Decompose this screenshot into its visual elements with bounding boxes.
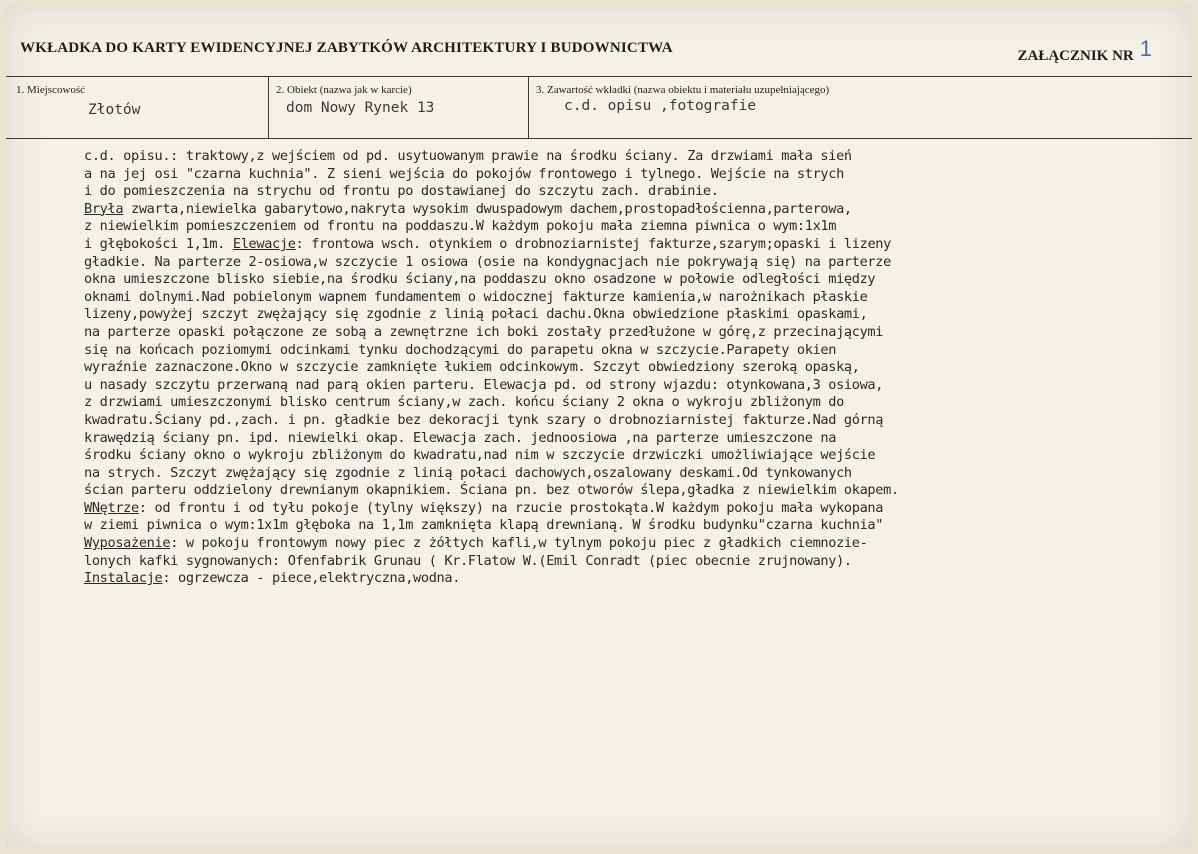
text-line: środku ściany okno o wykroju zbliżonym do kwadratu,nad nim w szczycie drzwiczki umożliwiające wejście — [84, 447, 876, 464]
contents-label: 3. Zawartość wkładki (nazwa obiektu i materiału uzupełniającego) — [536, 84, 830, 96]
section-heading-bryla: Bryła — [84, 200, 124, 217]
text-line: w ziemi piwnica o wym:1x1m głęboka na 1,1m zamknięta klapą drewnianą. W środku budynku"czarna kuchnia" — [84, 517, 884, 534]
text-line: c.d. opisu.: traktowy,z wejściem od pd. usytuowanym prawie na środku ściany. Za drzwiami mała sień — [84, 148, 852, 164]
text-line: krawędzią ściany pn. ipd. niewielki okap. Elewacja zach. jednoosiowa ,na parterze umieszczone na — [84, 429, 837, 446]
text-line: na strych. Szczyt zwężający się zgodnie z linią połaci dachowych,oszalowany deskami.Od tynkowanych — [84, 464, 852, 481]
section-heading-elewacje: Elewacje — [232, 235, 296, 252]
text-line: się na końcach poziomymi odcinkami tynku dochodzącymi do parapetu okna w szczycie.Parapety okien — [84, 341, 837, 358]
text-line: z drzwiami umieszczonymi blisko centrum ściany,w zach. końcu ściany 2 okna o wykroju zbliżonym do — [84, 394, 844, 411]
text-line: gładkie. Na parterze 2-osiowa,w szczycie 1 osiowa (osie na kondygnacjach nie pokrywają się) na parterze — [84, 253, 891, 270]
text-line: oknami dolnymi.Nad pobielonym wapnem fundamentem o widocznej fakturze kamienia,w narożnikach płaskie — [84, 288, 868, 305]
text-line: z niewielkim pomieszczeniem od frontu na poddaszu.W każdym pokoju mała ziemna piwnica o wym:1x1m — [84, 218, 837, 235]
text-line — [84, 500, 1144, 518]
field-separator-2 — [528, 76, 529, 138]
fields-divider — [6, 138, 1192, 139]
text-segment: i głębokości 1,1m. — [84, 235, 233, 252]
text-segment: : od frontu i od tyłu pokoje (tylny większy) na rzucie prostokąta.W każdym pokoju mała wykopana — [138, 499, 884, 516]
section-heading-wnetrze: WNętrze — [84, 499, 139, 516]
object-label: 2. Obiekt (nazwa jak w karcie) — [276, 84, 412, 96]
field-separator-1 — [268, 76, 269, 138]
description-text — [84, 148, 1144, 588]
text-segment: zwarta,niewielka gabarytowo,nakryta wysokim dwuspadowym dachem,prostopadłościenna,parterowa, — [123, 200, 852, 217]
text-line: ścian parteru oddzielony drewnianym okapnikiem. Ściana pn. bez otworów ślepa,gładka z niewielkim okapem. — [84, 482, 899, 499]
inventory-card-insert — [6, 6, 1192, 848]
locality-value: Złotów — [88, 102, 141, 118]
text-line: i do pomieszczenia na strychu od frontu po dostawianej do szczytu zach. drabinie. — [84, 183, 719, 200]
section-heading-wyposazenie: Wyposażenie — [84, 535, 171, 552]
annex-label — [1017, 36, 1152, 66]
text-line: wyraźnie zaznaczone.Okno w szczycie zamknięte łukiem odcinkowym. Szczyt obwiedziony szeroką opaską, — [84, 359, 860, 376]
text-line: u nasady szczytu przerwaną nad parą okien parteru. Elewacja pd. od strony wjazdu: otynkowana,3 osiowa, — [84, 376, 884, 393]
text-line: kwadratu.Ściany pd.,zach. i pn. gładkie bez dekoracji tynk szary o drobnoziarnistej fakturze.Nad górną — [84, 411, 884, 428]
text-line: okna umieszczone blisko siebie,na środku ściany,na poddaszu okno osadzone w połowie odległości między — [84, 271, 876, 288]
locality-label: 1. Miejscowość — [16, 84, 86, 96]
contents-value: c.d. opisu ,fotografie — [564, 98, 757, 114]
text-line: a na jej osi "czarna kuchnia". Z sieni wejścia do pokojów frontowego i tylnego. Wejście na strych — [84, 165, 844, 182]
annex-number: 1 — [1139, 36, 1152, 61]
text-line — [84, 535, 1144, 553]
text-segment: : w pokoju frontowym nowy piec z żółtych kafli,w tylnym pokoju piec z gładkich ciemnozie- — [170, 535, 868, 552]
text-line — [84, 236, 1144, 254]
header-divider — [6, 76, 1192, 77]
object-value: dom Nowy Rynek 13 — [286, 100, 435, 116]
text-line: lonych kafki sygnowanych: Ofenfabrik Grunau ( Kr.Flatow W.(Emil Conradt (piec obecnie zrujnowany). — [84, 552, 852, 569]
text-line — [84, 570, 1144, 588]
text-line — [84, 201, 1144, 219]
section-heading-instalacje: Instalacje — [84, 570, 163, 587]
text-line: lizeny,powyżej szczyt zwężający się zgodnie z linią połaci dachu.Okna obwiedzione płaskimi opaskami, — [84, 306, 868, 323]
text-segment: : frontowa wsch. otynkiem o drobnoziarnistej fakturze,szarym;opaski i lizeny — [295, 235, 891, 252]
annex-label-text: ZAŁĄCZNIK NR — [1017, 48, 1134, 64]
form-title: WKŁADKA DO KARTY EWIDENCYJNEJ ZABYTKÓW ARCHITEKTURY I BUDOWNICTWA — [20, 40, 673, 56]
text-segment: : ogrzewcza - piece,elektryczna,wodna. — [162, 570, 461, 587]
text-line: na parterze opaski połączone ze sobą a zewnętrzne ich boki zostały przedłużone w górę,z przecinającymi — [84, 323, 884, 340]
